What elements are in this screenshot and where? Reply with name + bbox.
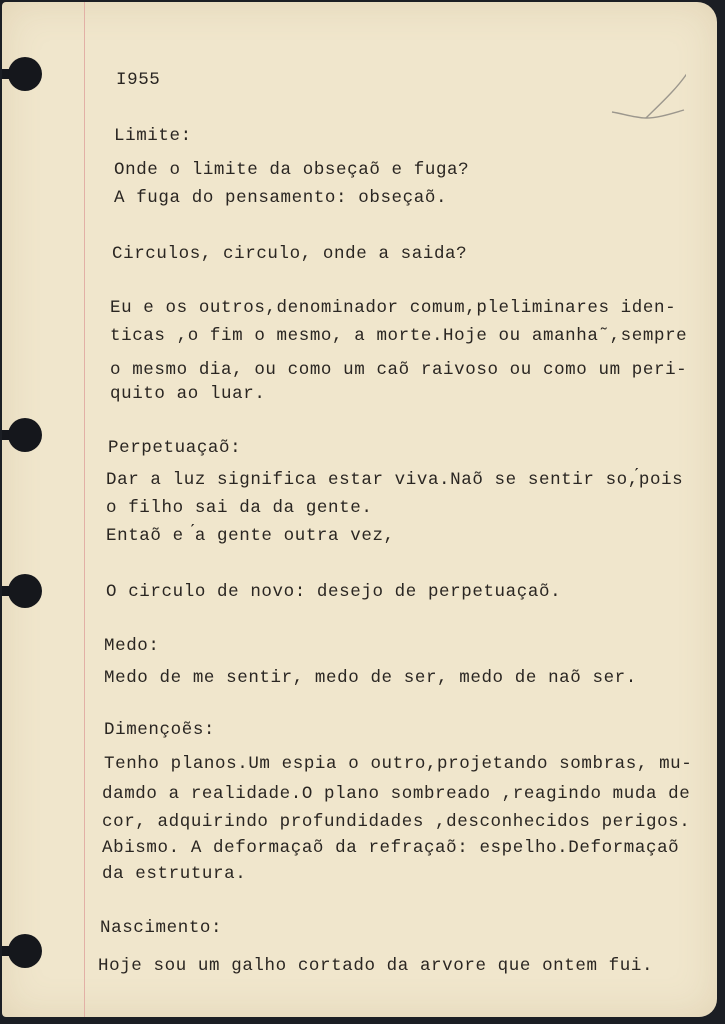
pencil-check-mark-icon: [606, 66, 686, 126]
text-line: damdo a realidade.O plano sombreado ,reagindo muda de: [102, 784, 691, 804]
heading-medo: Medo:: [104, 636, 160, 656]
text-line: o mesmo dia, ou como um caõ raivoso ou como um peri-: [110, 360, 688, 380]
text-line: O circulo de novo: desejo de perpetuaçaõ.: [106, 582, 562, 602]
heading-nascimento: Nascimento:: [100, 918, 223, 938]
binder-hole-icon: [2, 418, 42, 452]
heading-dimencoes: Dimençoẽs:: [104, 720, 216, 740]
binder-hole-icon: [2, 574, 42, 608]
text-line: Abismo. A deformaçaõ da refraçaõ: espelho.Deformaçaõ: [102, 838, 680, 858]
text-line: Onde o limite da obseçaõ e fuga?: [114, 160, 470, 180]
binder-hole-icon: [2, 57, 42, 91]
text-line: Medo de me sentir, medo de ser, medo de naõ ser.: [104, 668, 637, 688]
text-line: Hoje sou um galho cortado da arvore que ontem fui.: [98, 956, 654, 976]
text-line: da estrutura.: [102, 864, 247, 884]
text-line: Eu e os outros,denominador comum,pleliminares iden-: [110, 298, 677, 318]
text-line: Entaõ e ́a gente outra vez,: [106, 526, 395, 546]
text-line: Tenho planos.Um espia o outro,projetando sombras, mu-: [104, 754, 693, 774]
text-line: ticas ,o fim o mesmo, a morte.Hoje ou amanha˜,sempre: [110, 326, 688, 346]
heading-limite: Limite:: [114, 126, 192, 146]
margin-line: [84, 2, 85, 1017]
year-heading: I955: [116, 70, 161, 90]
text-line: cor, adquirindo profundidades ,desconhecidos perigos.: [102, 812, 691, 832]
typewritten-page: [2, 2, 717, 1017]
text-line: A fuga do pensamento: obseçaõ.: [114, 188, 448, 208]
text-line: o filho sai da da gente.: [106, 498, 373, 518]
binder-hole-icon: [2, 934, 42, 968]
text-line: quito ao luar.: [110, 384, 266, 404]
heading-perpetuacao: Perpetuaçaõ:: [108, 438, 242, 458]
text-line: Dar a luz significa estar viva.Naõ se sentir so,́pois: [106, 470, 684, 490]
text-line: Circulos, circulo, onde a saida?: [112, 244, 468, 264]
